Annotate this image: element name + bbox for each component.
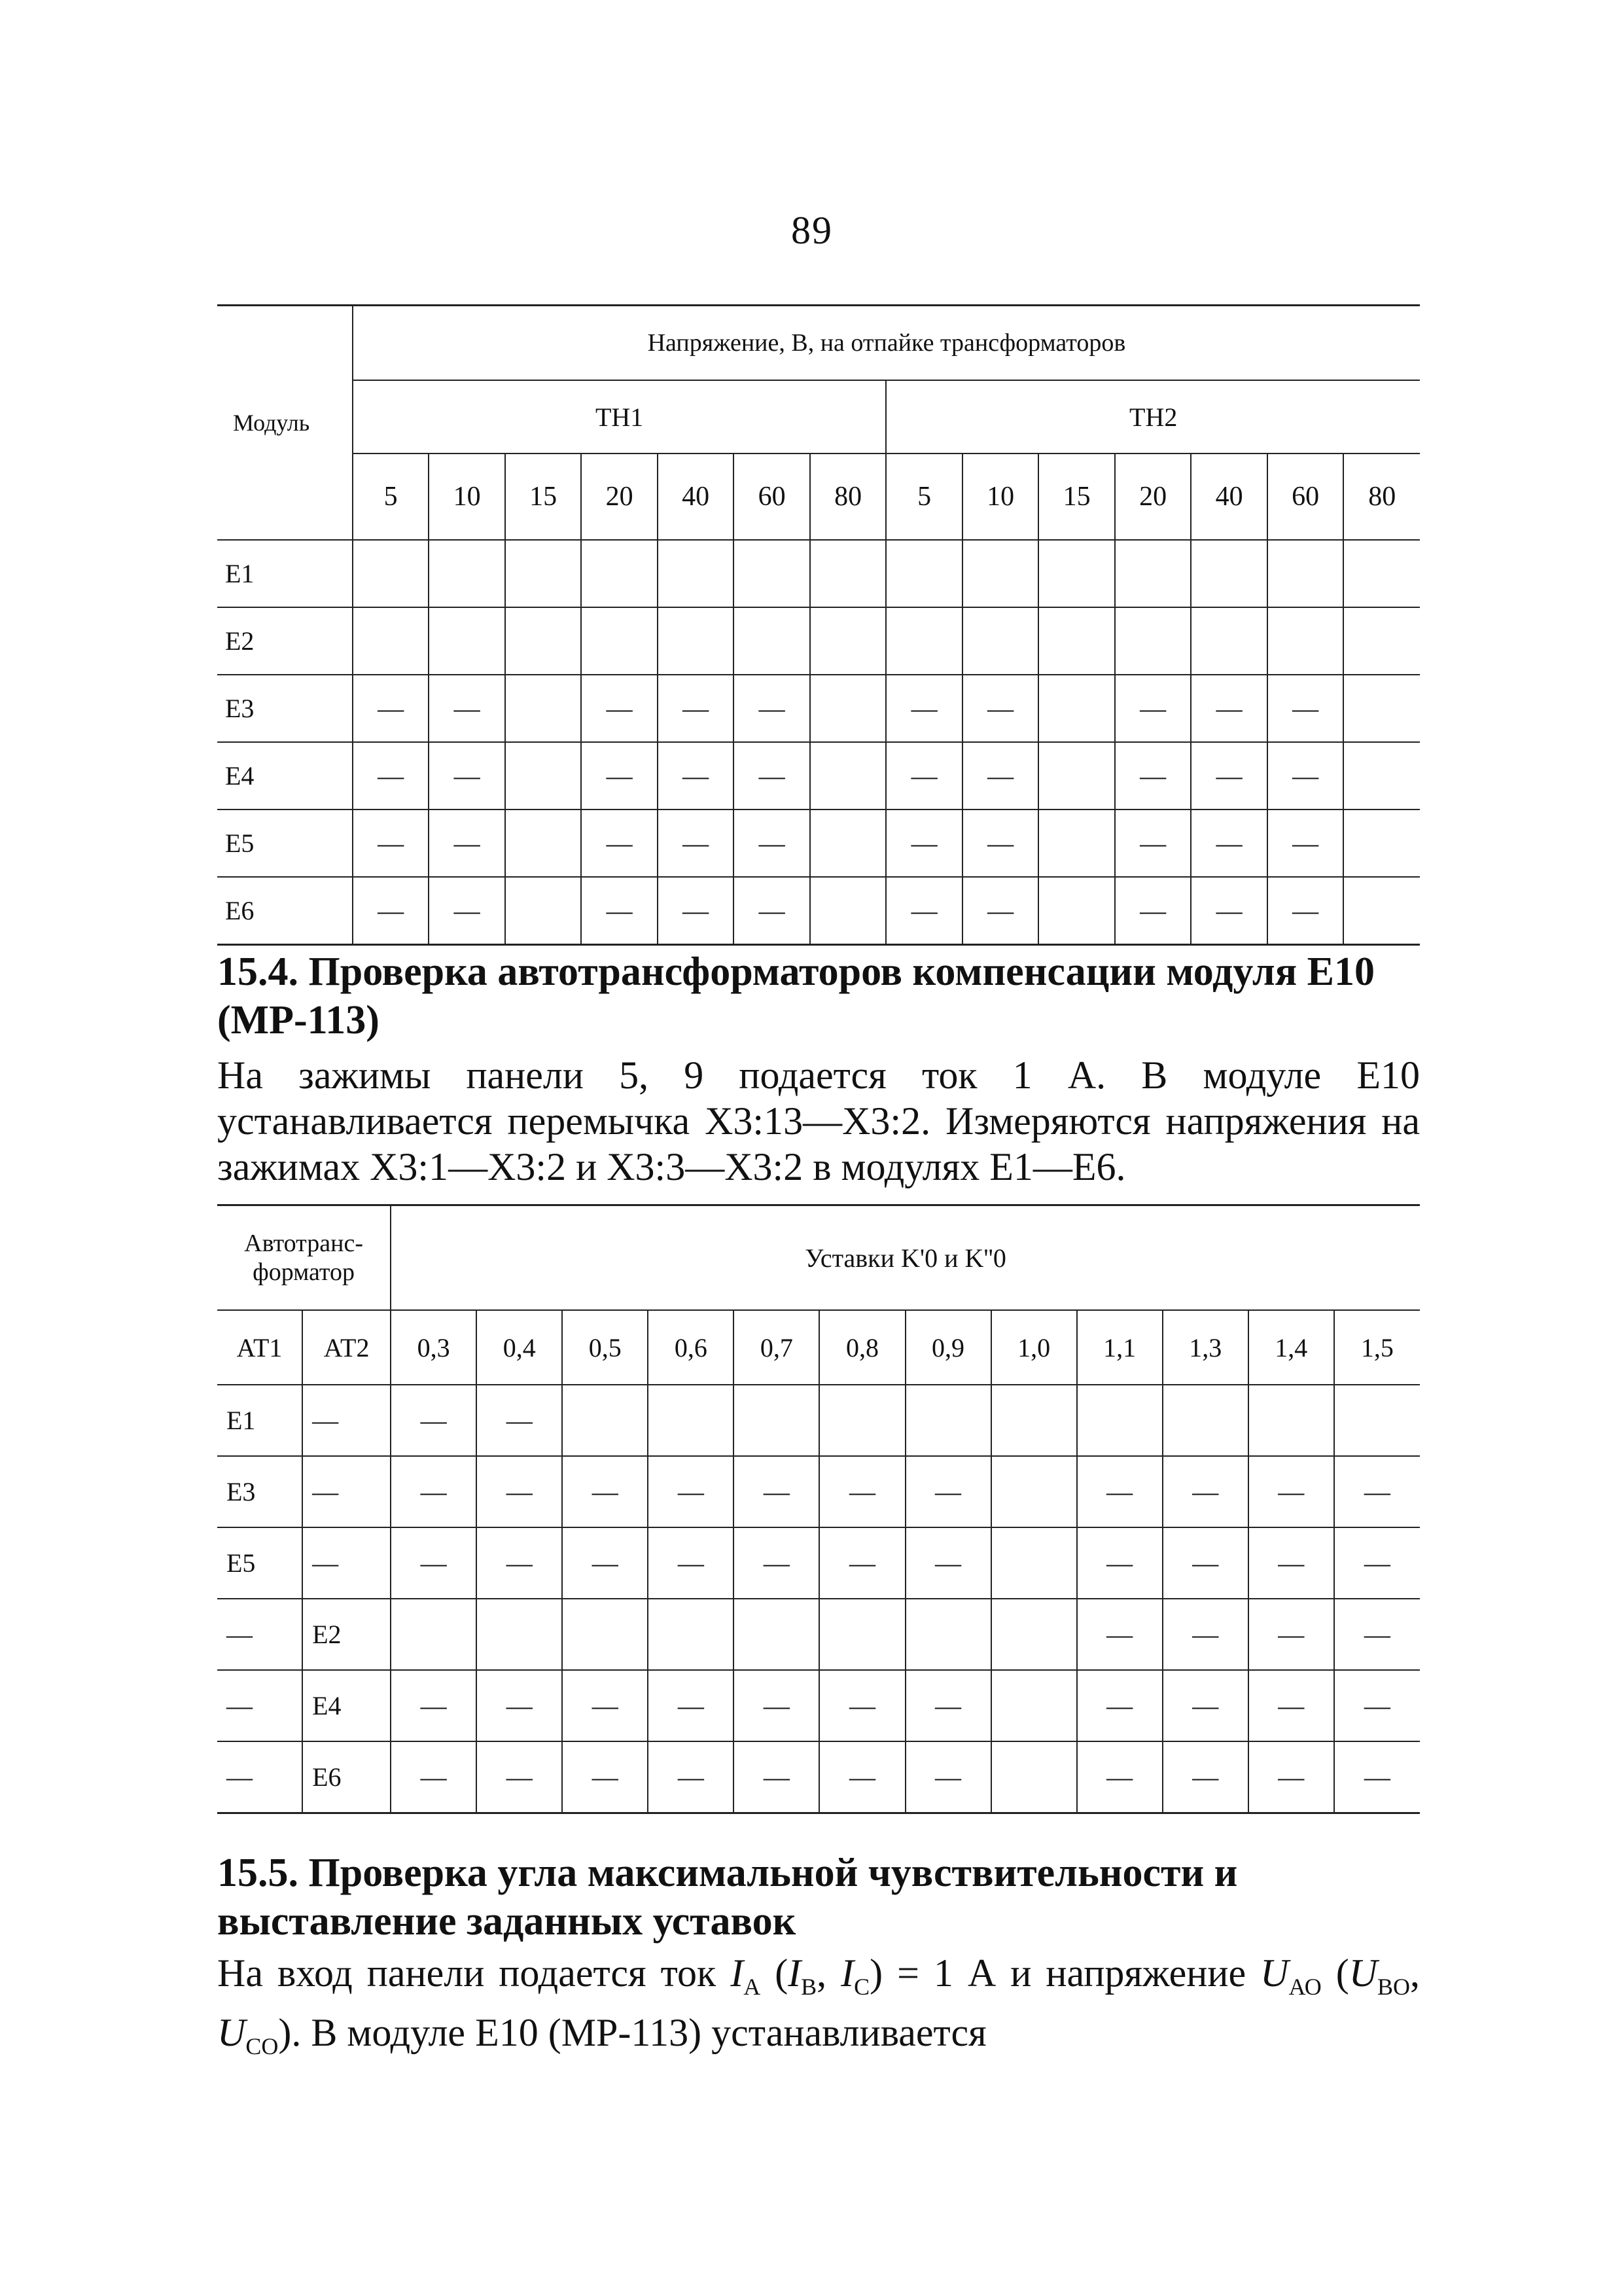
table-cell [1343, 809, 1420, 877]
table-cell: — [1267, 675, 1344, 742]
table-cell [810, 877, 887, 945]
table-cell [1115, 607, 1192, 675]
table-cell: — [1077, 1527, 1163, 1599]
table-cell [1038, 675, 1115, 742]
table-cell [562, 1385, 648, 1456]
tap-header-11: 40 [1191, 454, 1267, 540]
table-cell [733, 1599, 819, 1670]
table-cell [1077, 1385, 1163, 1456]
table-cell: — [819, 1456, 905, 1527]
table-cell: — [581, 742, 658, 809]
setting-header-6: 0,9 [906, 1310, 991, 1385]
table-cell [476, 1599, 562, 1670]
table-cell [991, 1670, 1077, 1741]
table-row [217, 877, 1420, 945]
module-label: Е6 [217, 877, 353, 945]
module-label: Е2 [217, 607, 353, 675]
table-cell [810, 607, 887, 675]
table-cell [1191, 607, 1267, 675]
table-row [217, 607, 1420, 675]
table-cell: — [429, 877, 505, 945]
table-cell: — [391, 1741, 476, 1813]
table-cell: — [476, 1741, 562, 1813]
table-cell [810, 742, 887, 809]
table-row [217, 1456, 1420, 1527]
at2-cell: Е2 [302, 1599, 391, 1670]
table-cell: — [1248, 1527, 1334, 1599]
module-label: Е3 [217, 675, 353, 742]
tap-header-4: 40 [658, 454, 734, 540]
table-cell: — [906, 1741, 991, 1813]
table-cell [819, 1599, 905, 1670]
table-cell: — [819, 1670, 905, 1741]
at2-cell: — [302, 1527, 391, 1599]
table-cell [991, 1527, 1077, 1599]
table-cell: — [906, 1456, 991, 1527]
table-cell: — [1115, 742, 1192, 809]
table-cell [991, 1599, 1077, 1670]
table-cell: — [1115, 877, 1192, 945]
table-cell: — [476, 1456, 562, 1527]
tap-header-0: 5 [353, 454, 429, 540]
table-cell: — [1115, 675, 1192, 742]
table-cell [906, 1385, 991, 1456]
table-cell [353, 540, 429, 607]
table-cell [991, 1741, 1077, 1813]
group-th1: ТН1 [353, 380, 887, 454]
table-row [217, 540, 1420, 607]
table-cell [1343, 607, 1420, 675]
table-cell: — [1191, 675, 1267, 742]
at2-cell: Е6 [302, 1741, 391, 1813]
table-cell: — [1163, 1527, 1248, 1599]
module-label: Е1 [217, 540, 353, 607]
table-cell [1038, 809, 1115, 877]
setting-header-0: 0,3 [391, 1310, 476, 1385]
table-cell: — [962, 742, 1039, 809]
table-cell: — [1334, 1599, 1420, 1670]
setting-header-5: 0,8 [819, 1310, 905, 1385]
table-cell: — [581, 877, 658, 945]
setting-header-1: 0,4 [476, 1310, 562, 1385]
table-cell: — [658, 877, 734, 945]
at1-cell: — [217, 1670, 302, 1741]
table-cell [962, 607, 1039, 675]
at2-cell: Е4 [302, 1670, 391, 1741]
table-cell [1267, 540, 1344, 607]
table-cell: — [1163, 1599, 1248, 1670]
table-cell [991, 1456, 1077, 1527]
table-cell [505, 607, 582, 675]
table-cell: — [562, 1741, 648, 1813]
tap-header-7: 5 [886, 454, 962, 540]
table-cell [429, 540, 505, 607]
table-cell: — [1191, 742, 1267, 809]
section-15-4-heading: 15.4. Проверка автотрансформаторов компенсации модуля Е10 (МР-113) [217, 950, 1375, 1042]
table-row [217, 1741, 1420, 1813]
table-cell: — [353, 809, 429, 877]
table-cell: — [819, 1527, 905, 1599]
at2-cell: — [302, 1456, 391, 1527]
table-row [217, 1385, 1420, 1456]
table-cell [353, 607, 429, 675]
setting-header-7: 1,0 [991, 1310, 1077, 1385]
table-cell: — [1248, 1456, 1334, 1527]
voltage-tap-table [217, 304, 1420, 946]
table-cell [505, 809, 582, 877]
table-cell: — [886, 675, 962, 742]
table-cell: — [906, 1527, 991, 1599]
autotransformer-header: Автотранс-форматор [217, 1205, 391, 1311]
at1-cell: — [217, 1741, 302, 1813]
setting-header-8: 1,1 [1077, 1310, 1163, 1385]
table-cell [886, 607, 962, 675]
at1-header: АТ1 [217, 1310, 302, 1385]
tap-header-5: 60 [733, 454, 810, 540]
table-cell: — [476, 1670, 562, 1741]
table-cell [886, 540, 962, 607]
table-cell: — [886, 742, 962, 809]
table-cell [505, 742, 582, 809]
table-cell: — [581, 675, 658, 742]
table-cell: — [648, 1741, 733, 1813]
table-cell: — [733, 1670, 819, 1741]
table-cell: — [962, 809, 1039, 877]
setting-header-4: 0,7 [733, 1310, 819, 1385]
tap-header-2: 15 [505, 454, 582, 540]
table-row [217, 675, 1420, 742]
tap-header-8: 10 [962, 454, 1039, 540]
table-cell: — [1163, 1456, 1248, 1527]
table-cell: — [1191, 809, 1267, 877]
table-cell [1191, 540, 1267, 607]
table-cell [810, 809, 887, 877]
setting-header-9: 1,3 [1163, 1310, 1248, 1385]
table-cell: — [886, 877, 962, 945]
table-cell [1038, 877, 1115, 945]
table-cell: — [391, 1456, 476, 1527]
table-cell: — [733, 877, 810, 945]
table-cell: — [1077, 1456, 1163, 1527]
setting-header-10: 1,4 [1248, 1310, 1334, 1385]
table-cell: — [886, 809, 962, 877]
tap-header-3: 20 [581, 454, 658, 540]
table-cell [1343, 540, 1420, 607]
table-row [217, 1599, 1420, 1670]
module-label: Е5 [217, 809, 353, 877]
table-cell: — [562, 1456, 648, 1527]
table-cell [991, 1385, 1077, 1456]
table-cell: — [429, 809, 505, 877]
setting-header-3: 0,6 [648, 1310, 733, 1385]
at2-cell: — [302, 1385, 391, 1456]
table-cell [429, 607, 505, 675]
table-cell: — [733, 809, 810, 877]
table-cell: — [733, 675, 810, 742]
table-cell: — [353, 675, 429, 742]
table-cell: — [1267, 809, 1344, 877]
tap-header-9: 15 [1038, 454, 1115, 540]
table-cell: — [1077, 1670, 1163, 1741]
table-cell: — [962, 675, 1039, 742]
table-cell: — [962, 877, 1039, 945]
table-cell [648, 1599, 733, 1670]
tap-header-13: 80 [1343, 454, 1420, 540]
table-row [217, 1670, 1420, 1741]
table-cell: — [562, 1670, 648, 1741]
table-cell: — [1334, 1670, 1420, 1741]
settings-caption-text: Уставки K'0 и K''0 [805, 1243, 1006, 1273]
table-cell: — [1267, 877, 1344, 945]
tap-header-10: 20 [1115, 454, 1192, 540]
at1-cell: Е1 [217, 1385, 302, 1456]
table-cell: — [648, 1456, 733, 1527]
table-cell: — [906, 1670, 991, 1741]
table-row [217, 742, 1420, 809]
tap-header-12: 60 [1267, 454, 1344, 540]
section-15-5-heading: 15.5. Проверка угла максимальной чувствительности и выставление заданных уставок [217, 1851, 1238, 1944]
table-cell: — [391, 1385, 476, 1456]
settings-caption [391, 1205, 1420, 1311]
table-cell [562, 1599, 648, 1670]
table-cell [733, 607, 810, 675]
table-cell: — [733, 742, 810, 809]
table-cell [648, 1385, 733, 1456]
at1-cell: Е5 [217, 1527, 302, 1599]
table-row [217, 1527, 1420, 1599]
table-cell [1334, 1385, 1420, 1456]
table-cell: — [1163, 1670, 1248, 1741]
page-number: 89 [791, 209, 833, 252]
table-cell [1038, 607, 1115, 675]
section-15-4-text: На зажимы панели 5, 9 подается ток 1 А. В модуле Е10 устанавливается перемычка Х3:13—Х3:2. Измеряются напряжения на зажимах Х3:1—Х3:2 и Х3:3—Х3:2 в модулях Е1—Е6. [217, 1054, 1420, 1188]
table-cell [505, 540, 582, 607]
table-cell: — [1077, 1599, 1163, 1670]
table-cell: — [1248, 1741, 1334, 1813]
table-cell: — [562, 1527, 648, 1599]
autotransformer-settings-table [217, 1204, 1420, 1814]
table-cell [810, 675, 887, 742]
table-cell: — [1267, 742, 1344, 809]
table-cell: — [1248, 1599, 1334, 1670]
table-cell: — [429, 675, 505, 742]
table-cell: — [733, 1741, 819, 1813]
table-cell [1163, 1385, 1248, 1456]
section-15-5-text: На вход панели подается ток $I_А$ ($I_В$, $I_С) = 1$ А и напряжение $U_{АО}$ ($U_{ВО}$, $U_{СО}$). В модуле Е10 (МР-113) устанавливается [217, 1951, 1421, 2059]
table-cell [810, 540, 887, 607]
table-cell: — [658, 742, 734, 809]
table-cell [391, 1599, 476, 1670]
table-cell: — [353, 742, 429, 809]
table-cell: — [1163, 1741, 1248, 1813]
table-row [217, 809, 1420, 877]
table-cell: — [658, 809, 734, 877]
table-cell [1248, 1385, 1334, 1456]
table-cell: — [733, 1456, 819, 1527]
table-cell: — [581, 809, 658, 877]
table-cell [1343, 877, 1420, 945]
group-th2: ТН2 [886, 380, 1420, 454]
voltage-caption: Напряжение, В, на отпайке трансформаторов [353, 306, 1420, 381]
table-cell: — [1077, 1741, 1163, 1813]
table-cell [581, 540, 658, 607]
table-cell: — [1248, 1670, 1334, 1741]
table-cell [658, 607, 734, 675]
table-cell [906, 1599, 991, 1670]
tap-header-6: 80 [810, 454, 887, 540]
table-cell [733, 540, 810, 607]
table-cell [962, 540, 1039, 607]
table-cell: — [648, 1670, 733, 1741]
table-cell: — [1191, 877, 1267, 945]
table-cell [819, 1385, 905, 1456]
table-cell: — [391, 1527, 476, 1599]
table-cell [505, 877, 582, 945]
table-cell [1038, 540, 1115, 607]
table-cell [733, 1385, 819, 1456]
table-cell: — [819, 1741, 905, 1813]
module-label: Е4 [217, 742, 353, 809]
table-cell [1038, 742, 1115, 809]
table-cell: — [648, 1527, 733, 1599]
at1-cell: Е3 [217, 1456, 302, 1527]
setting-header-11: 1,5 [1334, 1310, 1420, 1385]
table-cell [1115, 540, 1192, 607]
table-cell: — [391, 1670, 476, 1741]
table-cell [658, 540, 734, 607]
setting-header-2: 0,5 [562, 1310, 648, 1385]
table-cell: — [1334, 1741, 1420, 1813]
table-cell: — [1334, 1456, 1420, 1527]
table-cell: — [1334, 1527, 1420, 1599]
table-cell: — [658, 675, 734, 742]
at2-header: АТ2 [302, 1310, 391, 1385]
at1-cell: — [217, 1599, 302, 1670]
table-cell: — [429, 742, 505, 809]
table-cell [1343, 675, 1420, 742]
module-column-header: Модуль [217, 306, 353, 541]
table-cell: — [1115, 809, 1192, 877]
table-cell: — [476, 1385, 562, 1456]
table-cell [581, 607, 658, 675]
table-cell [1343, 742, 1420, 809]
table-cell: — [353, 877, 429, 945]
table-cell: — [476, 1527, 562, 1599]
table-cell [505, 675, 582, 742]
tap-header-1: 10 [429, 454, 505, 540]
table-cell [1267, 607, 1344, 675]
table-cell: — [733, 1527, 819, 1599]
